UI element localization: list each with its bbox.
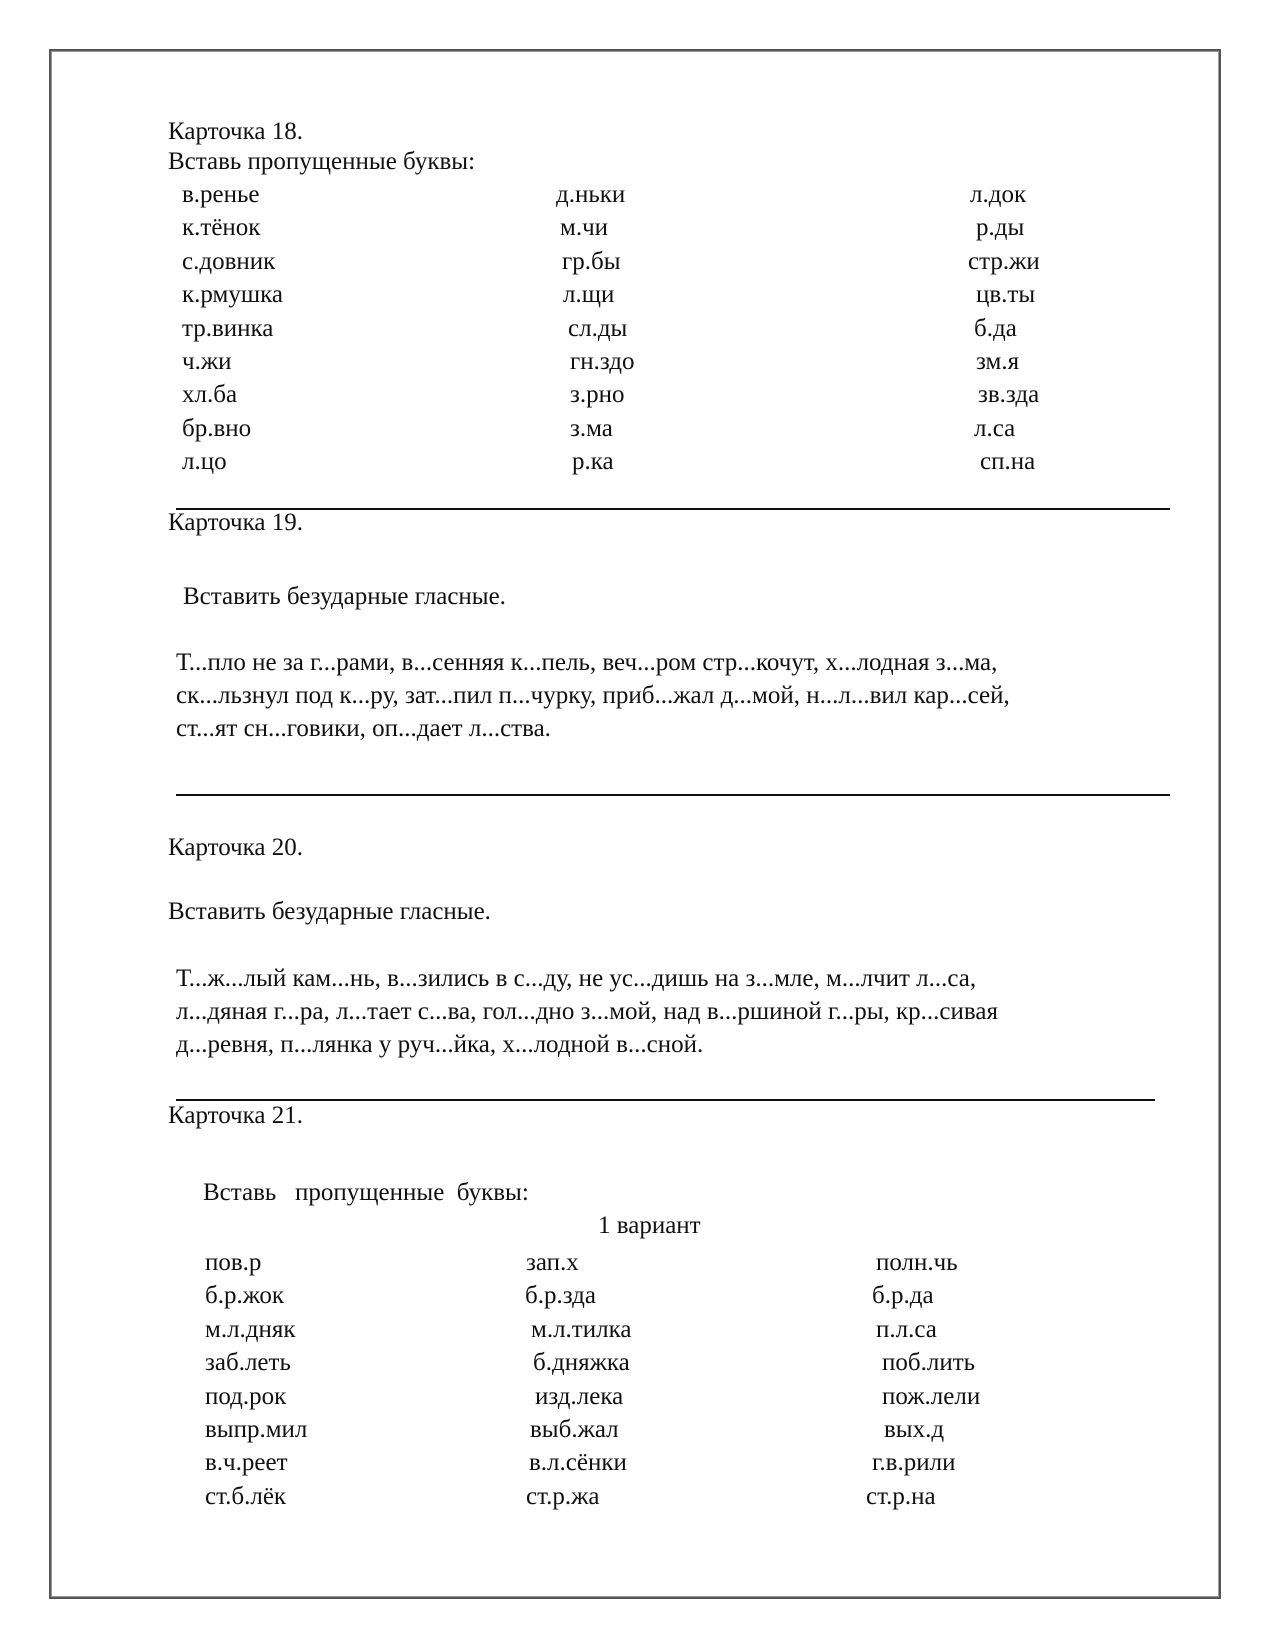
list-item: с.довник [182, 247, 276, 275]
list-item: поб.лить [882, 1349, 976, 1377]
separator-line [176, 794, 1170, 796]
card20-title: Карточка 20. [168, 834, 303, 861]
list-item: р.ка [572, 448, 614, 476]
list-item: з.рно [570, 381, 625, 409]
text-line: Т...ж...лый кам...нь, в...зились в с...ду, не ус...дишь на з...мле, м...лчит л...са, [176, 965, 977, 992]
list-item: зм.я [976, 347, 1020, 375]
list-item: к.рмушка [182, 281, 283, 309]
card18-instruction: Вставь пропущенные буквы: [168, 148, 476, 175]
list-item: в.л.сёнки [529, 1449, 627, 1477]
list-item: зв.зда [978, 381, 1040, 409]
list-item: в.ч.реет [205, 1449, 288, 1477]
list-item: л.цо [182, 448, 227, 476]
list-item: выпр.мил [205, 1415, 308, 1443]
list-item: в.ренье [182, 181, 260, 208]
card20-instruction: Вставить безударные гласные. [168, 898, 491, 925]
card21-column-1 [205, 1246, 307, 1513]
list-item: стр.жи [968, 247, 1040, 275]
list-item: з.ма [570, 414, 613, 442]
list-item: вых.д [884, 1415, 945, 1443]
card21-instruction: Вставь пропущенные буквы: [203, 1179, 529, 1206]
list-item: л.щи [563, 281, 615, 309]
card19-instruction: Вставить безударные гласные. [183, 583, 506, 610]
card19-title: Карточка 19. [168, 509, 303, 536]
list-item: б.дняжка [533, 1349, 630, 1377]
card21-title: Карточка 21. [168, 1102, 303, 1129]
list-item: б.р.жок [205, 1282, 285, 1310]
list-item: выб.жал [530, 1415, 619, 1443]
card20-exercise-text [176, 962, 998, 1061]
list-item: к.тёнок [182, 214, 261, 242]
list-item: зап.х [526, 1249, 579, 1276]
list-item: п.л.са [876, 1315, 937, 1343]
card18-title: Карточка 18. [168, 118, 303, 145]
list-item: р.ды [976, 214, 1025, 242]
list-item: цв.ты [976, 281, 1036, 309]
list-item: гн.здо [570, 347, 635, 375]
card21-variant-heading: 1 вариант [598, 1212, 701, 1239]
list-item: хл.ба [182, 381, 238, 409]
list-item: тр.винка [182, 314, 274, 342]
list-item: г.в.рили [872, 1449, 956, 1477]
list-item: м.л.тилка [531, 1315, 632, 1343]
list-item: ч.жи [182, 347, 232, 375]
card21-column-2 [526, 1246, 631, 1513]
list-item: сл.ды [568, 314, 628, 342]
list-item: б.да [974, 314, 1017, 342]
text-line: ст...ят сн...говики, оп...дает л...ства. [176, 715, 551, 742]
card19-exercise-text [176, 646, 1010, 745]
list-item: ст.б.лёк [205, 1482, 287, 1510]
list-item: гр.бы [562, 247, 621, 275]
list-item: б.р.зда [525, 1282, 596, 1310]
list-item: м.чи [560, 214, 609, 242]
separator-line [176, 1099, 1155, 1101]
list-item: ст.р.жа [526, 1482, 600, 1510]
list-item: бр.вно [182, 414, 252, 442]
list-item: заб.леть [205, 1349, 291, 1377]
list-item: полн.чь [876, 1249, 958, 1276]
list-item: сп.на [980, 448, 1036, 476]
text-line: Т...пло не за г...рами, в...сенняя к...пель, веч...ром стр...кочут, х...лодная з...ма, [176, 649, 998, 676]
separator-line [176, 508, 1170, 510]
list-item: д.ньки [556, 181, 626, 208]
list-item: м.л.дняк [205, 1315, 296, 1343]
list-item: пов.р [205, 1249, 262, 1276]
text-line: л...дяная г...ра, л...тает с...ва, гол...дно з...мой, над в...ршиной г...ры, кр...сивая [176, 998, 998, 1025]
list-item: л.док [970, 181, 1027, 208]
card18-column-2 [556, 178, 635, 479]
text-line: ск...льзнул под к...ру, зат...пил п...чурку, приб...жал д...мой, н...л...вил кар...сей, [176, 682, 1010, 709]
list-item: ст.р.на [866, 1482, 936, 1510]
list-item: б.р.да [872, 1282, 934, 1310]
list-item: пож.лели [882, 1382, 981, 1410]
list-item: изд.лека [535, 1382, 624, 1410]
card18-column-1 [182, 178, 283, 479]
list-item: под.рок [205, 1382, 287, 1410]
card21-column-3 [866, 1246, 981, 1513]
list-item: л.са [974, 414, 1016, 442]
card18-column-3 [968, 178, 1040, 479]
text-line: д...ревня, п...лянка у руч...йка, х...лодной в...сной. [176, 1031, 704, 1058]
